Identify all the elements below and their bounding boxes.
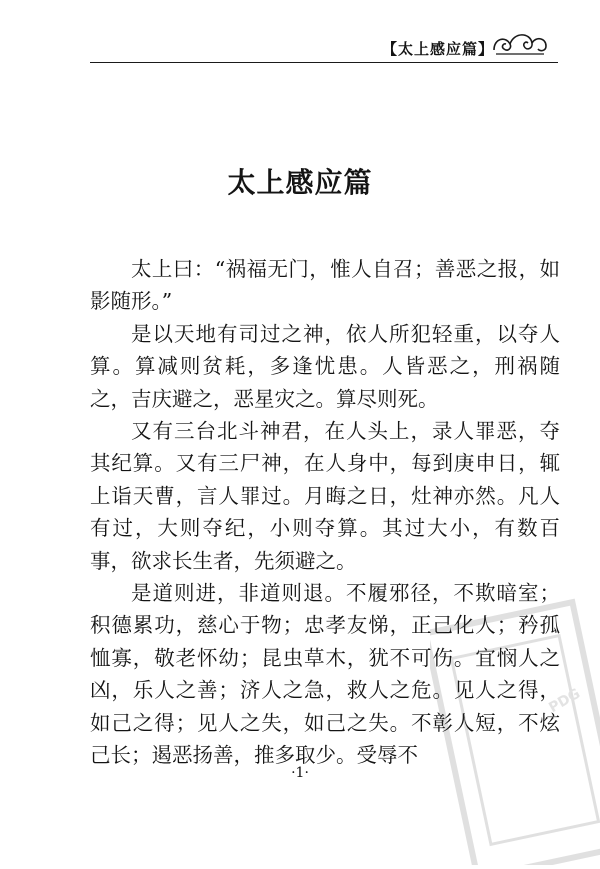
header-rule: [90, 62, 558, 63]
paragraph: 太上曰：“祸福无门，惟人自召；善恶之报，如影随形。”: [90, 257, 560, 314]
cloud-ornament-icon: [490, 28, 550, 58]
chapter-title: 太上感应篇: [227, 166, 373, 199]
running-title: 【太上感应篇】: [382, 40, 495, 58]
paragraph: 是道则进，非道则退。不履邪径，不欺暗室；积德累功，慈心于物；忠孝友悌，正己化人；矜孤恤寡，敬老怀幼；昆虫草木，犹不可伤。宜悯人之凶，乐人之善；济人之急，救人之危。见人之得，如己之得；见人之失，如己之失。不彰人短，不炫己长；遏恶扬善，推多取少。受辱不: [90, 581, 560, 768]
body-text: [90, 253, 560, 772]
paragraph: 是以天地有司过之神，依人所犯轻重，以夺人算。算减则贫耗，多逢忧患。人皆恶之，刑祸随之，吉庆避之，恶星灾之。算尽则死。: [90, 321, 560, 411]
page-number: ·1·: [291, 765, 309, 781]
paragraph: 又有三台北斗神君，在人头上，录人罪恶，夺其纪算。又有三尸神，在人身中，每到庚申日，辄上诣天曹，言人罪过。月晦之日，灶神亦然。凡人有过，大则夺纪，小则夺算。其过大小，有数百事，欲求长生者，先须避之。: [90, 419, 560, 573]
watermark-text: PDG: [546, 685, 584, 717]
